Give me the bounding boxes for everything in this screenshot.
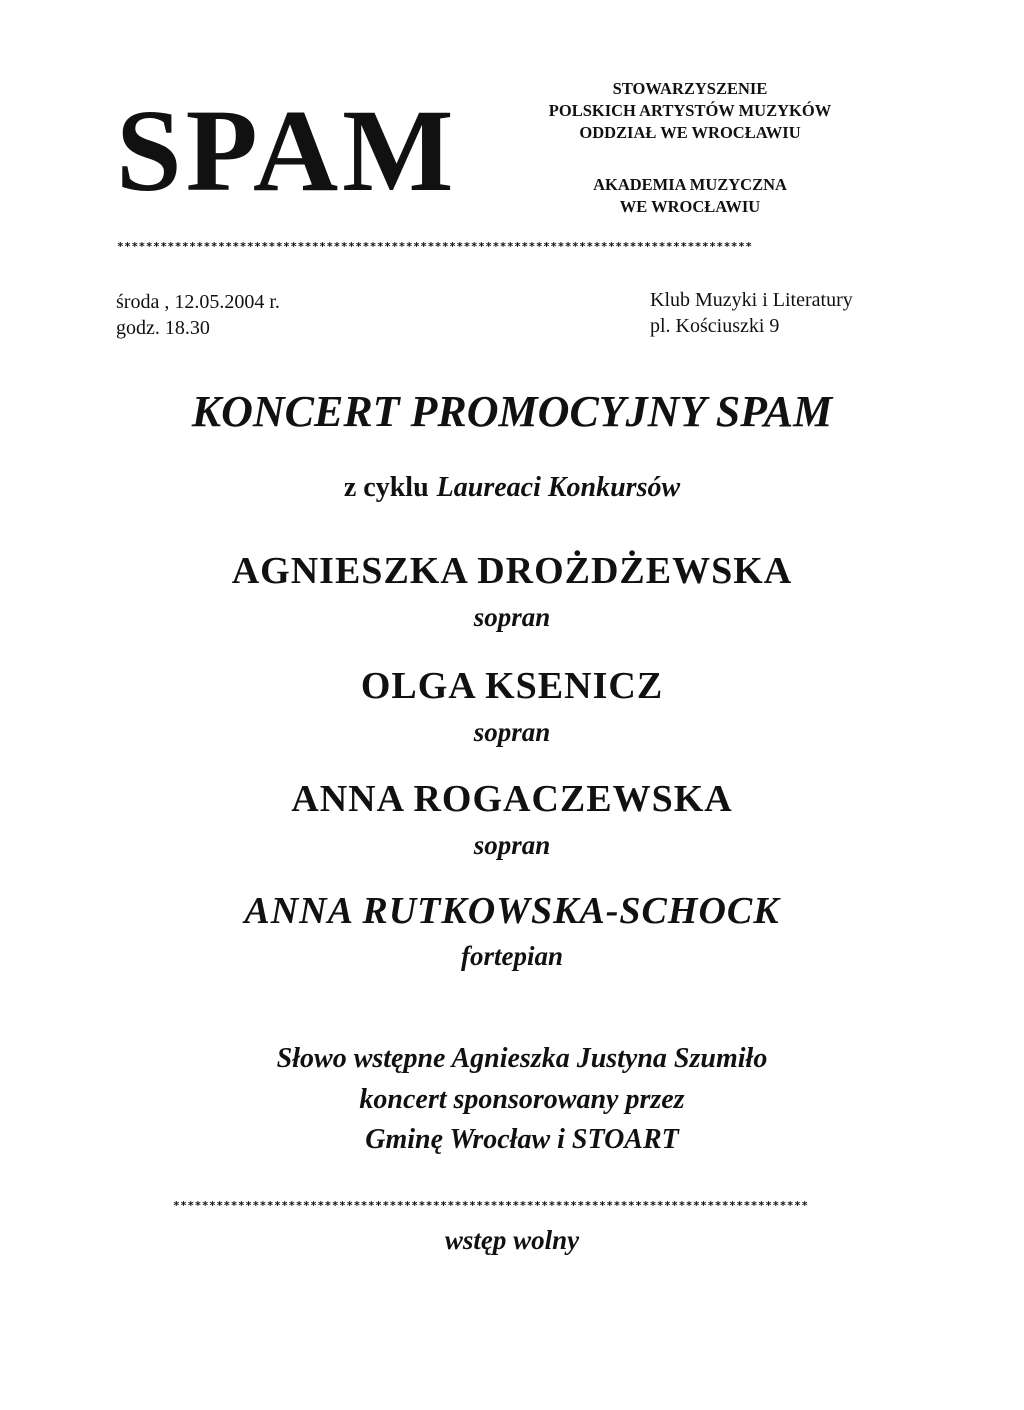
event-address: pl. Kościuszki 9 (650, 315, 780, 337)
event-venue: Klub Muzyki i Literatury (650, 289, 853, 311)
concert-title: KONCERT PROMOCYJNY SPAM (191, 387, 833, 436)
organization-line: POLSKICH ARTYSTÓW MUZYKÓW (548, 101, 832, 120)
performer-name: ANNA ROGACZEWSKA (291, 778, 733, 820)
performer-name: AGNIESZKA DROŻDŻEWSKA (231, 550, 793, 592)
credits-line: koncert sponsorowany przez (359, 1084, 685, 1115)
event-time: godz. 18.30 (116, 317, 210, 339)
performer-role: sopran (473, 830, 551, 860)
event-date-time (116, 289, 280, 341)
cycle-prefix: z cyklu (343, 472, 429, 503)
event-date: środa , 12.05.2004 r. (116, 291, 280, 313)
performer-role: sopran (473, 602, 551, 632)
entry-note: wstęp wolny (444, 1225, 580, 1255)
performer-name: OLGA KSENICZ (360, 665, 664, 707)
separator-top: **************************************************************************************** (117, 240, 753, 253)
organization-line: STOWARZYSZENIE (612, 79, 768, 98)
credits-line: Gminę Wrocław i STOART (365, 1124, 679, 1155)
credits-line: Słowo wstępne Agnieszka Justyna Szumiło (276, 1043, 768, 1074)
cycle-name: Laureaci Konkursów (436, 472, 681, 503)
organization-line: ODDZIAŁ WE WROCŁAWIU (579, 123, 801, 142)
event-venue-block (650, 287, 853, 339)
performer-name: ANNA RUTKOWSKA-SCHOCK (244, 890, 780, 932)
academy-name (505, 174, 875, 218)
academy-line: AKADEMIA MUZYCZNA (593, 175, 787, 194)
spam-logo: SPAM (116, 85, 458, 216)
academy-line: WE WROCŁAWIU (619, 197, 761, 216)
organization-name (505, 78, 875, 144)
concert-cycle (0, 470, 1024, 506)
separator-bottom: **************************************************************************************** (173, 1199, 809, 1212)
performer-role: fortepian (460, 941, 563, 971)
performer-role: sopran (473, 717, 551, 747)
